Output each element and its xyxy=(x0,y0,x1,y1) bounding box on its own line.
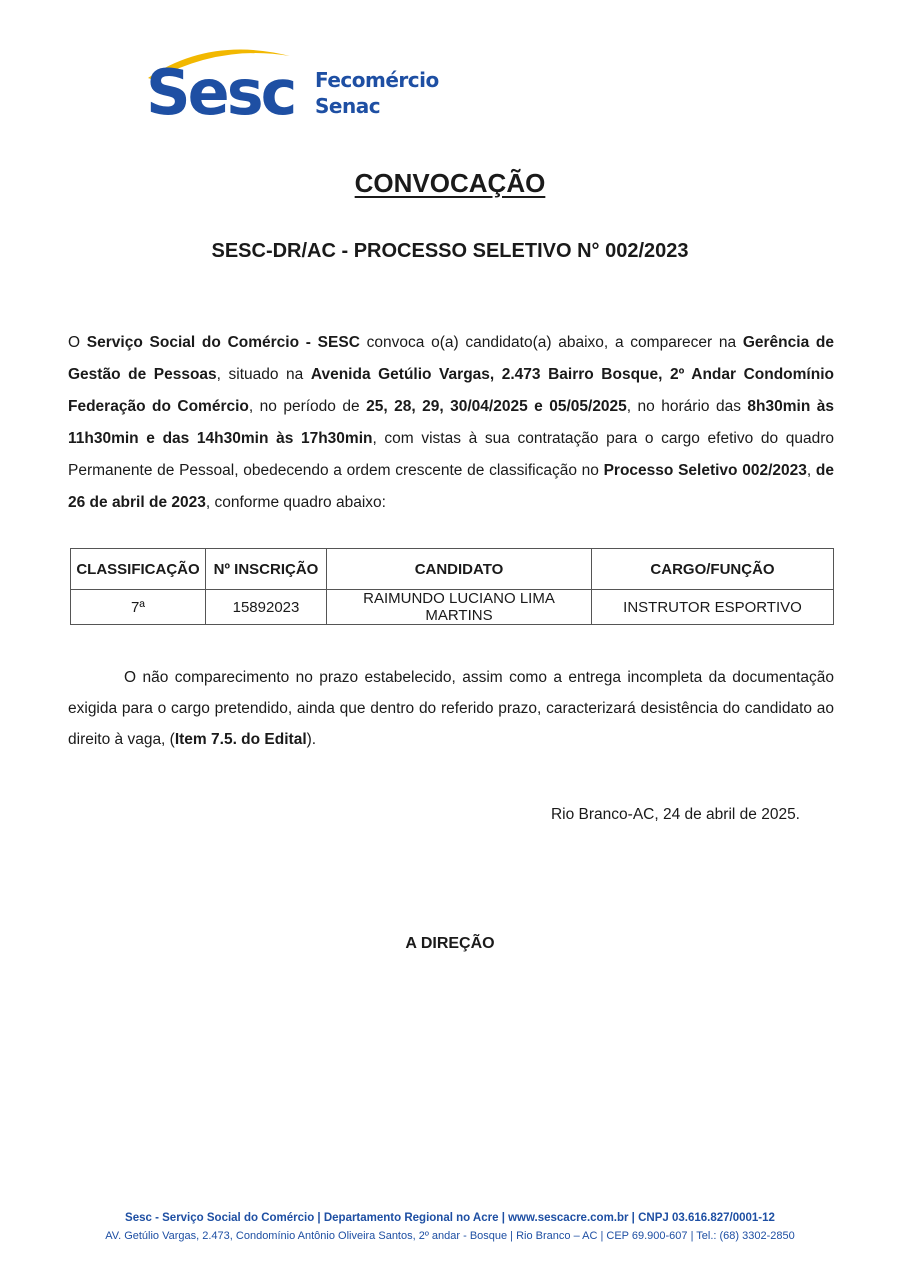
place-date: Rio Branco-AC, 24 de abril de 2025. xyxy=(550,806,800,823)
cell-candidato: RAIMUNDO LUCIANO LIMA MARTINS xyxy=(327,590,592,625)
document-title: CONVOCAÇÃO xyxy=(354,168,546,198)
cell-cargo: INSTRUTOR ESPORTIVO xyxy=(592,590,834,625)
cell-classificacao: 7ª xyxy=(71,590,206,625)
notice-paragraph xyxy=(68,662,834,755)
document-subtitle: SESC-DR/AC - PROCESSO SELETIVO N° 002/2023 xyxy=(211,240,689,262)
paragraph1-run: , conforme quadro abaixo: xyxy=(205,494,386,511)
header-classificacao: CLASSIFICAÇÃO xyxy=(71,549,206,590)
logo-fecomercio-text: Fecomércio xyxy=(315,68,439,92)
cell-inscricao: 15892023 xyxy=(206,590,327,625)
logo-sesc-text: Sesc xyxy=(146,56,295,129)
paragraph1-run: convoca o(a) candidato(a) abaixo, a comparecer na xyxy=(359,334,743,351)
paragraph1-run: 25, 28, 29, 30/04/2025 e 05/05/2025 xyxy=(366,398,627,415)
paragraph1-run: , no horário das xyxy=(626,398,748,415)
paragraph1-run: Gerência de Gestão de Pessoas xyxy=(68,334,835,383)
table-row xyxy=(71,590,834,625)
convocation-paragraph xyxy=(68,327,834,519)
paragraph2-run: O não comparecimento no prazo estabelecido, assim como a entrega incompleta da documentação exigida para o cargo pretendido, ainda que dentro do referido prazo, caracterizará desistência do candidato ao direito à vaga, ( xyxy=(68,669,834,748)
signature: A DIREÇÃO xyxy=(405,935,495,952)
footer-line-2: AV. Getúlio Vargas, 2.473, Condomínio Antônio Oliveira Santos, 2º andar - Bosque | Rio Branco – AC | CEP 69.900-607 | Tel.: (68) 3302-2850 xyxy=(105,1230,795,1242)
paragraph1-run: , no período de xyxy=(248,398,367,415)
footer-line-1: Sesc - Serviço Social do Comércio | Departamento Regional no Acre | www.sescacre.com.br | CNPJ 03.616.827/0001-12 xyxy=(125,1212,775,1224)
paragraph1-run: 8h30min às 11h30min e das 14h30min às 17h30min xyxy=(68,398,835,447)
paragraph1-run: Avenida Getúlio Vargas, 2.473 Bairro Bosque, 2º Andar Condomínio Federação do Comércio xyxy=(68,366,834,415)
logo-senac-text: Senac xyxy=(315,94,381,118)
paragraph1-run: Serviço Social do Comércio - SESC xyxy=(86,334,360,351)
paragraph1-run: Processo Seletivo 002/2023 xyxy=(603,462,807,479)
candidates-table xyxy=(70,548,834,625)
paragraph2-run: Item 7.5. do Edital xyxy=(174,731,307,748)
paragraph1-run: de 26 de abril de 2023 xyxy=(68,462,834,511)
header-candidato: CANDIDATO xyxy=(327,549,592,590)
header-inscricao: Nº INSCRIÇÃO xyxy=(206,549,327,590)
header-cargo: CARGO/FUNÇÃO xyxy=(592,549,834,590)
sesc-logo xyxy=(140,42,470,129)
paragraph1-run: , com vistas à sua contratação para o cargo efetivo do quadro Permanente de Pessoal, obedecendo a ordem crescente de classificação no xyxy=(68,430,834,479)
table-header-row xyxy=(71,549,834,590)
paragraph1-run: , situado na xyxy=(216,366,311,383)
paragraph1-run: , xyxy=(806,462,816,479)
paragraph2-run: ). xyxy=(306,731,317,748)
paragraph1-run: O xyxy=(68,334,87,351)
